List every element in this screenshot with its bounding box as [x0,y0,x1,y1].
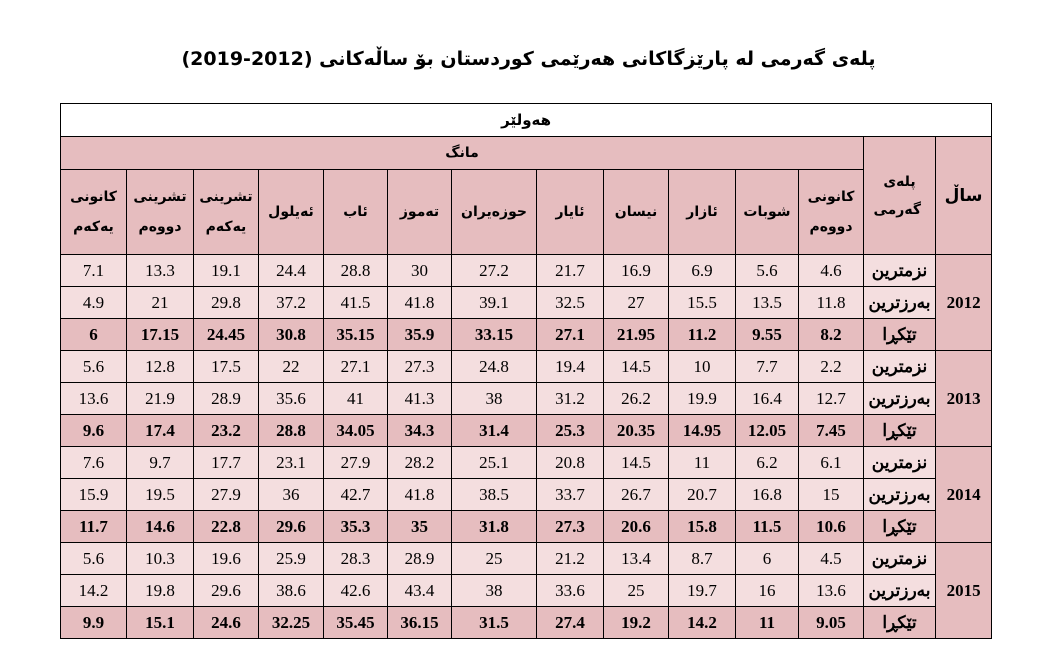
year-cell: 2012 [936,255,992,351]
value-cell: 38.6 [259,575,324,607]
value-cell: 35.45 [324,607,388,639]
value-cell: 36 [259,479,324,511]
table-row [61,575,992,607]
value-cell: 41 [324,383,388,415]
degree-label: تێکڕا [864,607,936,639]
value-cell: 6 [736,543,799,575]
value-cell: 17.15 [127,319,194,351]
value-cell: 24.8 [452,351,537,383]
table-row [61,351,992,383]
page-title: پلەی گەرمی لە پارێزگاکانی هەرێمی کوردستان بۆ ساڵەکانی (2012-2019) [181,48,876,70]
value-cell: 22.8 [194,511,259,543]
value-cell: 41.8 [388,287,452,319]
value-cell: 28.8 [259,415,324,447]
value-cell: 9.05 [799,607,864,639]
value-cell: 19.5 [127,479,194,511]
value-cell: 29.8 [194,287,259,319]
value-cell: 28.8 [324,255,388,287]
table-row [61,255,992,287]
value-cell: 11.7 [61,511,127,543]
value-cell: 28.2 [388,447,452,479]
table-row [61,511,992,543]
degree-header: پلەی گەرمی [864,137,936,255]
value-cell: 23.2 [194,415,259,447]
month-header-cell: ئایار [537,170,604,255]
value-cell: 2.2 [799,351,864,383]
month-header-cell: کانونی یەکەم [61,170,127,255]
value-cell: 27.2 [452,255,537,287]
value-cell: 13.4 [604,543,669,575]
value-cell: 13.5 [736,287,799,319]
value-cell: 21.2 [537,543,604,575]
value-cell: 11.2 [669,319,736,351]
value-cell: 9.55 [736,319,799,351]
value-cell: 19.6 [194,543,259,575]
value-cell: 20.7 [669,479,736,511]
value-cell: 21 [127,287,194,319]
value-cell: 9.9 [61,607,127,639]
month-header-cell: کانونی دووەم [799,170,864,255]
value-cell: 34.05 [324,415,388,447]
value-cell: 41.8 [388,479,452,511]
month-header-cell: شوبات [736,170,799,255]
month-header-cell: ئازار [669,170,736,255]
value-cell: 7.7 [736,351,799,383]
value-cell: 13.6 [799,575,864,607]
value-cell: 27.1 [324,351,388,383]
value-cell: 16.4 [736,383,799,415]
year-cell: 2015 [936,543,992,639]
value-cell: 13.3 [127,255,194,287]
value-cell: 25.3 [537,415,604,447]
month-header: مانگ [61,137,864,170]
value-cell: 12.8 [127,351,194,383]
value-cell: 6.2 [736,447,799,479]
value-cell: 5.6 [736,255,799,287]
value-cell: 16.9 [604,255,669,287]
value-cell: 14.5 [604,447,669,479]
value-cell: 21.9 [127,383,194,415]
value-cell: 34.3 [388,415,452,447]
value-cell: 4.9 [61,287,127,319]
value-cell: 41.5 [324,287,388,319]
value-cell: 8.7 [669,543,736,575]
value-cell: 31.8 [452,511,537,543]
value-cell: 37.2 [259,287,324,319]
value-cell: 4.6 [799,255,864,287]
value-cell: 4.5 [799,543,864,575]
value-cell: 36.15 [388,607,452,639]
table-row [61,447,992,479]
value-cell: 15.5 [669,287,736,319]
value-cell: 38 [452,575,537,607]
value-cell: 9.6 [61,415,127,447]
value-cell: 21.95 [604,319,669,351]
value-cell: 31.2 [537,383,604,415]
value-cell: 20.8 [537,447,604,479]
value-cell: 27.1 [537,319,604,351]
table-row [61,287,992,319]
table-row [61,479,992,511]
value-cell: 32.25 [259,607,324,639]
value-cell: 24.45 [194,319,259,351]
value-cell: 10.3 [127,543,194,575]
value-cell: 43.4 [388,575,452,607]
value-cell: 35.15 [324,319,388,351]
value-cell: 25.9 [259,543,324,575]
value-cell: 20.35 [604,415,669,447]
degree-label: بەرزترین [864,479,936,511]
value-cell: 6 [61,319,127,351]
value-cell: 11.5 [736,511,799,543]
table-row [61,607,992,639]
table-row [61,319,992,351]
value-cell: 38.5 [452,479,537,511]
year-cell: 2014 [936,447,992,543]
degree-label: نزمترین [864,351,936,383]
value-cell: 27 [604,287,669,319]
value-cell: 6.9 [669,255,736,287]
value-cell: 35.3 [324,511,388,543]
table-row [61,415,992,447]
value-cell: 25 [452,543,537,575]
value-cell: 9.7 [127,447,194,479]
value-cell: 19.8 [127,575,194,607]
value-cell: 11.8 [799,287,864,319]
value-cell: 17.7 [194,447,259,479]
value-cell: 19.4 [537,351,604,383]
value-cell: 27.4 [537,607,604,639]
value-cell: 19.7 [669,575,736,607]
value-cell: 19.2 [604,607,669,639]
degree-label: تێکڕا [864,319,936,351]
value-cell: 17.4 [127,415,194,447]
value-cell: 15 [799,479,864,511]
value-cell: 12.05 [736,415,799,447]
city-name: هەولێر [61,104,992,137]
table-row [61,543,992,575]
value-cell: 42.7 [324,479,388,511]
value-cell: 39.1 [452,287,537,319]
value-cell: 23.1 [259,447,324,479]
value-cell: 28.9 [194,383,259,415]
degree-label: بەرزترین [864,575,936,607]
value-cell: 24.4 [259,255,324,287]
month-header-cell: تشرینی دووەم [127,170,194,255]
value-cell: 16.8 [736,479,799,511]
degree-label: تێکڕا [864,511,936,543]
degree-label: بەرزترین [864,383,936,415]
value-cell: 7.6 [61,447,127,479]
value-cell: 35.9 [388,319,452,351]
value-cell: 19.1 [194,255,259,287]
value-cell: 14.95 [669,415,736,447]
degree-label: نزمترین [864,255,936,287]
value-cell: 26.7 [604,479,669,511]
degree-label: نزمترین [864,447,936,479]
value-cell: 27.3 [388,351,452,383]
value-cell: 28.3 [324,543,388,575]
value-cell: 14.2 [61,575,127,607]
value-cell: 5.6 [61,351,127,383]
value-cell: 25.1 [452,447,537,479]
value-cell: 29.6 [194,575,259,607]
degree-label: بەرزترین [864,287,936,319]
year-cell: 2013 [936,351,992,447]
value-cell: 20.6 [604,511,669,543]
value-cell: 33.15 [452,319,537,351]
value-cell: 29.6 [259,511,324,543]
value-cell: 24.6 [194,607,259,639]
degree-label: تێکڕا [864,415,936,447]
value-cell: 35 [388,511,452,543]
value-cell: 6.1 [799,447,864,479]
value-cell: 10.6 [799,511,864,543]
value-cell: 35.6 [259,383,324,415]
value-cell: 17.5 [194,351,259,383]
value-cell: 15.8 [669,511,736,543]
value-cell: 19.9 [669,383,736,415]
value-cell: 11 [736,607,799,639]
value-cell: 28.9 [388,543,452,575]
year-header: ساڵ [936,137,992,255]
value-cell: 22 [259,351,324,383]
month-header-cell: تشرینی یەکەم [194,170,259,255]
value-cell: 33.7 [537,479,604,511]
value-cell: 31.5 [452,607,537,639]
value-cell: 30.8 [259,319,324,351]
value-cell: 30 [388,255,452,287]
value-cell: 42.6 [324,575,388,607]
value-cell: 31.4 [452,415,537,447]
value-cell: 21.7 [537,255,604,287]
value-cell: 41.3 [388,383,452,415]
value-cell: 7.45 [799,415,864,447]
value-cell: 14.6 [127,511,194,543]
value-cell: 27.9 [194,479,259,511]
value-cell: 27.3 [537,511,604,543]
value-cell: 12.7 [799,383,864,415]
value-cell: 27.9 [324,447,388,479]
degree-label: نزمترین [864,543,936,575]
value-cell: 8.2 [799,319,864,351]
value-cell: 5.6 [61,543,127,575]
value-cell: 38 [452,383,537,415]
month-header-cell: تەموز [388,170,452,255]
value-cell: 15.1 [127,607,194,639]
value-cell: 13.6 [61,383,127,415]
temperature-table [60,103,992,639]
month-header-cell: حوزەیران [452,170,537,255]
value-cell: 33.6 [537,575,604,607]
month-header-cell: ئەیلول [259,170,324,255]
value-cell: 14.2 [669,607,736,639]
value-cell: 7.1 [61,255,127,287]
value-cell: 26.2 [604,383,669,415]
value-cell: 15.9 [61,479,127,511]
value-cell: 10 [669,351,736,383]
month-header-cell: ئاب [324,170,388,255]
value-cell: 14.5 [604,351,669,383]
value-cell: 16 [736,575,799,607]
value-cell: 11 [669,447,736,479]
month-header-cell: نیسان [604,170,669,255]
value-cell: 25 [604,575,669,607]
value-cell: 32.5 [537,287,604,319]
table-row [61,383,992,415]
